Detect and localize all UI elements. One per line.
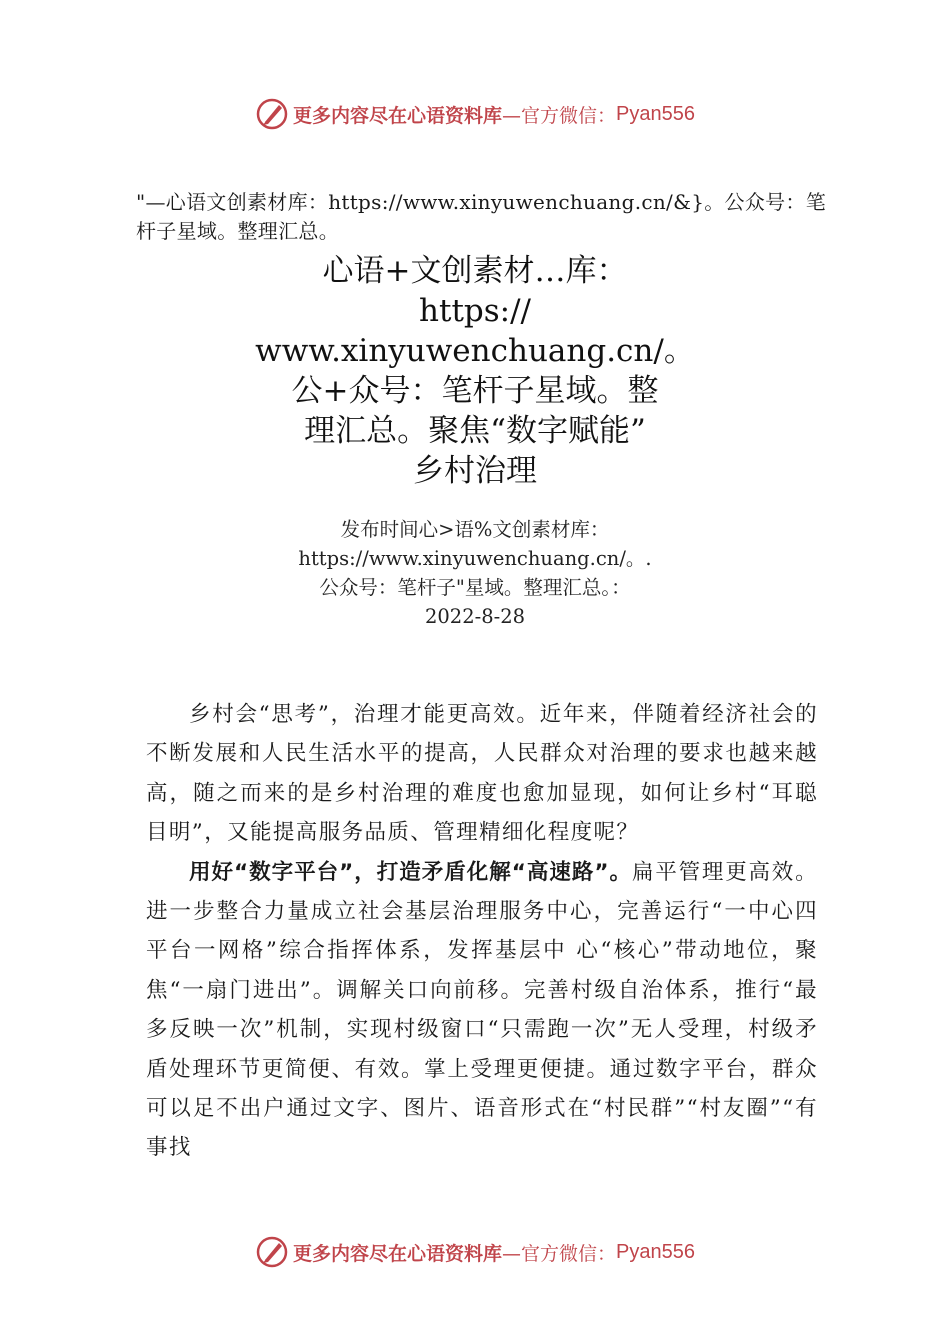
publish-date: 2022-8-28 — [424, 605, 526, 628]
paragraph-2-text: 扁平管理更高效。进一步整合力量成立社会基层治理服务中心，完善运行“一中心四平台一网格”综合指挥体系，发挥基层中 心“核心”带动地位，聚焦“一扇门进出”。调解关口向前移。完善村级自治体系，推行“最多反映一次”机制，实现村级窗口“只需跑一次”无人受理，村级矛盾处理环节更简便、有效。掌上受理更便捷。通过数字平台，群众可以足不出户通过文字、图片、语音形式在“村民群”“村友圈”“有事找 — [146, 859, 819, 1161]
title-line: 公+众号：笔杆子星域。整 — [291, 373, 659, 409]
banner-wechat-id: Pyan556 — [616, 102, 695, 125]
banner-wechat-label: —官方微信： — [502, 1242, 617, 1265]
publish-info — [200, 515, 750, 631]
title-line: www.xinyuwenchuang.cn/。 — [255, 333, 695, 369]
banner-wechat-label: —官方微信： — [502, 104, 617, 127]
title-line: https:// — [419, 293, 531, 329]
pen-logo-icon — [255, 1235, 289, 1269]
title-line: 乡村治理 — [413, 453, 537, 489]
document-title — [210, 251, 740, 491]
footer-banner — [0, 1232, 950, 1272]
publish-info-line: https://www.xinyuwenchuang.cn/。. — [298, 547, 652, 570]
intro-line: "—心语文创素材库：https://www.xinyuwenchuang.cn/&}。公众号：笔杆子星域。整理汇总。 — [136, 190, 827, 243]
publish-info-line: 公众号：笔杆子"星域。整理汇总。： — [319, 576, 631, 599]
header-banner — [0, 94, 950, 134]
paragraph-1: 乡村会“思考”，治理才能更高效。近年来，伴随着经济社会的不断发展和人民生活水平的提高，人民群众对治理的要求也越来越高，随之而来的是乡村治理的难度也愈加显现，如何让乡村“耳聪目明”，又能提高服务品质、管理精细化程度呢？ — [146, 702, 818, 846]
banner-wechat-id: Pyan556 — [616, 1240, 695, 1263]
title-line: 心语+文创素材…库： — [322, 253, 628, 289]
banner-title: 更多内容尽在心语资料库 — [293, 1242, 503, 1265]
paragraph-2 — [146, 853, 818, 1168]
banner-title: 更多内容尽在心语资料库 — [293, 104, 503, 127]
paragraph-2-lead: 用好“数字平台”，打造矛盾化解“高速路”。 — [189, 859, 633, 885]
publish-info-line: 发布时间心>语%文创素材库： — [340, 518, 610, 541]
title-line: 理汇总。聚焦“数字赋能” — [304, 413, 646, 449]
article-body — [146, 695, 818, 1168]
pen-logo-icon — [255, 97, 289, 131]
